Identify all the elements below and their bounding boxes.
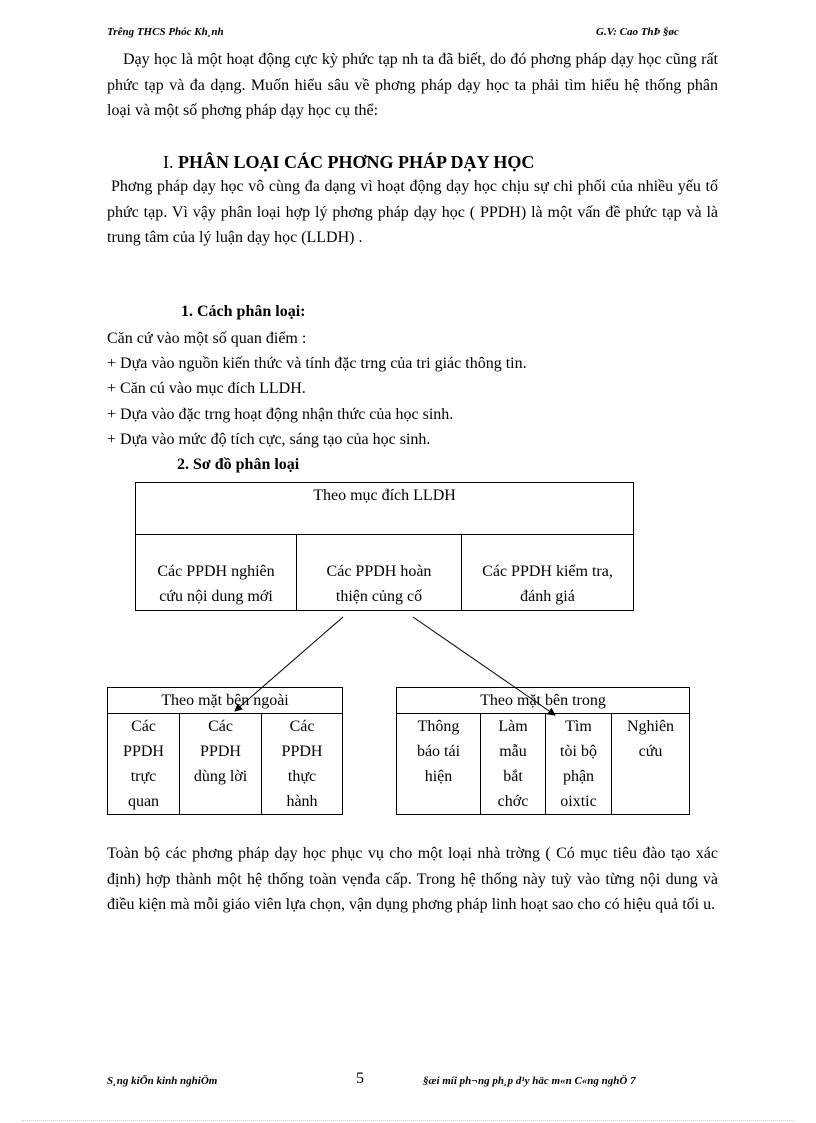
section-title: PHÂN LOẠI CÁC PHƠNG PHÁP DẠY HỌC — [178, 152, 535, 172]
criteria-item: + Căn cú vào mục đích LLDH. — [107, 380, 306, 397]
purpose-table-title: Theo mục đích LLDH — [136, 483, 634, 535]
header-school: Trêng THCS Phóc Kh¸nh — [107, 26, 224, 38]
criteria-item: + Dựa vào nguồn kiến thức và tính đặc trng của tri giác thông tin. — [107, 355, 527, 372]
subsection-1-title: 1. Cách phân loại: — [181, 303, 306, 320]
header-teacher: G.V: Cao ThÞ §øc — [596, 26, 679, 38]
criteria-item: + Dựa vào đặc trng hoạt động nhận thức của học sinh. — [107, 406, 454, 423]
subsection-2-title: 2. Sơ đồ phân loại — [177, 456, 300, 473]
external-cell: Các PPDH trực quan — [108, 714, 180, 815]
intro-paragraph: Dạy học là một hoạt động cực kỳ phức tạp nh ta đã biết, do đó phơng pháp dạy học cũng rất phức tạp và đa dạng. Muốn hiểu sâu về phơng pháp dạy học ta phải tìm hiểu hệ thống phân loại và một số phơng pháp dạy học cụ thể: — [107, 51, 718, 119]
arrow-to-external — [235, 617, 343, 711]
internal-cell: Làm mẫu bắt chớc — [481, 714, 546, 815]
external-table-title: Theo mặt bên ngoài — [108, 688, 343, 714]
page-number: 5 — [356, 1070, 364, 1087]
criteria-item: + Dựa vào mức độ tích cực, sáng tạo của học sinh. — [107, 431, 431, 448]
conclusion-paragraph: Toàn bộ các phơng pháp dạy học phục vụ cho một loại nhà trờng ( Có mục tiêu đào tạo xác định) hợp thành một hệ thống toàn vẹnđa cấp. Trong hệ thống này tuỳ vào từng nội dung và điều kiện mà mỗi giáo viên lựa chọn, vận dụng phơng pháp linh hoạt sao cho có hiệu quả tối u. — [107, 845, 718, 913]
footer-divider — [22, 1120, 794, 1121]
section-body: Phơng pháp dạy học vô cùng đa dạng vì hoạt động dạy học chịu sự chi phối của nhiều yếu tố phức tạp. Vì vậy phân loại hợp lý phơng pháp dạy học ( PPDH) là một vấn đề phức tạp và là trung tâm của lý luận dạy học (LLDH) . — [107, 178, 718, 246]
purpose-cell: Các PPDH hoàn thiện củng cố — [297, 535, 462, 611]
purpose-cell: Các PPDH nghiên cứu nội dung mới — [136, 535, 297, 611]
subsection-1-intro: Căn cứ vào một số quan điểm : — [107, 330, 307, 347]
internal-table-title: Theo mặt bên trong — [397, 688, 690, 714]
internal-cell: Thông báo tái hiện — [397, 714, 481, 815]
footer-right: §æi míi ph¬ng ph¸p d¹y häc m«n C«ng nghÖ 7 — [423, 1075, 636, 1087]
arrow-to-internal — [413, 617, 555, 715]
external-cell: Các PPDH thực hành — [262, 714, 343, 815]
section-number: I. — [163, 152, 174, 172]
external-cell: Các PPDH dùng lời — [180, 714, 262, 815]
internal-cell: Tìm tòi bộ phận oixtic — [546, 714, 612, 815]
internal-cell: Nghiên cứu — [612, 714, 690, 815]
purpose-cell: Các PPDH kiểm tra, đánh giá — [462, 535, 634, 611]
footer-left: S¸ng kiÕn kinh nghiÖm — [107, 1075, 218, 1087]
